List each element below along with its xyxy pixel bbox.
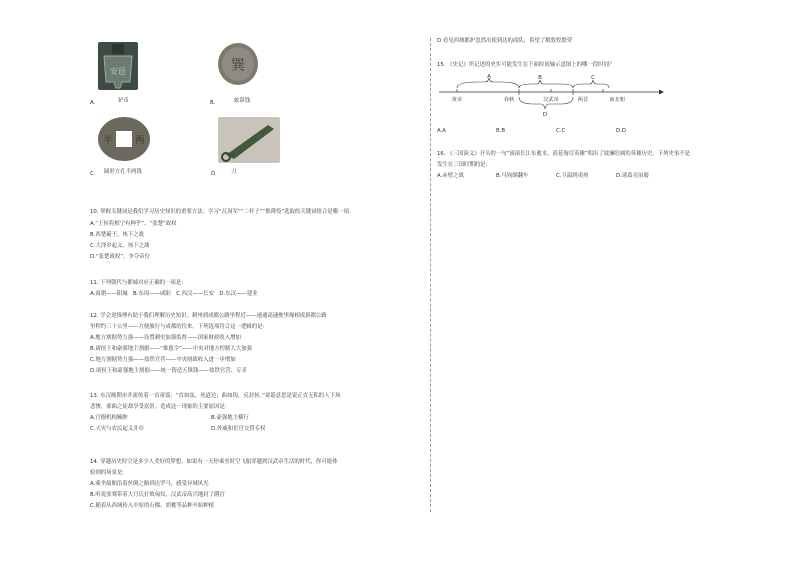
q11-stem: 11. 下列朝代与都城对应正确的一项是： <box>90 280 187 286</box>
svg-text:巽: 巽 <box>231 58 245 74</box>
q13-option-a: A.官僚机构臃肿 <box>90 415 128 421</box>
option-c-letter: C. <box>90 171 96 177</box>
option-d-letter: D. <box>211 171 217 177</box>
option-b-caption: 蚁鼻钱 <box>234 98 251 104</box>
option-a-caption: 铲币 <box>118 98 129 104</box>
spade-coin-image <box>98 42 138 90</box>
column-divider <box>430 38 431 512</box>
timeline-point-nanbeichao: 南北朝 <box>609 97 625 103</box>
q14-stem-line2: 验到的场景是： <box>90 470 128 476</box>
option-b-letter: B. <box>210 100 216 106</box>
timeline-segment-d: D <box>542 112 548 118</box>
q10-option-b: B.西楚霸王、垓下之战 <box>90 232 144 238</box>
q16-option-a: A.赤壁之战 <box>437 173 464 179</box>
q10-option-c: C.大泽乡起义、垓下之战 <box>90 243 150 249</box>
q15-option-b: B.B <box>496 128 506 134</box>
timeline-point-liangjin: 两晋 <box>577 97 589 103</box>
q15-option-d: D.D <box>616 128 627 134</box>
q14-option-b: B.听说张骞带着大月氏打败匈奴，汉武帝高兴地封了爵官 <box>90 492 225 498</box>
q15-option-c: C.C <box>556 128 566 134</box>
timeline-point-hanwudi: 汉武帝 <box>543 97 559 103</box>
q15-stem: 15. 《史记》所记述的史实可能发生在下面时间轴示意图上的哪一段时间？ <box>437 62 615 68</box>
knife-coin-image <box>218 117 280 163</box>
timeline-point-chunqiu: 春秋 <box>503 97 515 103</box>
q10-stem: 10. 掌握关键词是我们学习历史知识的重要方法。学习“瓦岗军”“二杆子”“推薄役”选取的关键词组合是哪一项： <box>90 209 355 215</box>
q15-timeline <box>437 72 667 124</box>
q12-option-a: A.地方割据势力强——设置刺史加强监督——国家财政收入增加 <box>90 335 241 341</box>
option-a-letter: A. <box>90 100 96 106</box>
option-c-caption: 圆形方孔半两钱 <box>104 169 142 175</box>
q13-option-c: C.天灾与农民起义并存 <box>90 426 144 432</box>
q13-stem-line2: 悲惨，邪曲之徒却享受富贵。造成这一现象的主要原因是： <box>90 404 231 410</box>
q14-stem: 14. 穿越历史时空是多少人美好的梦想。如果有一天你乘坐时空飞船穿越到汉武帝生活的时代，你可能体 <box>90 459 338 465</box>
q14-option-c: C.随着从西域传入中原的石榴、胡桃等品种开始种植 <box>90 503 215 509</box>
q14-option-d: D.看见西域都护忽然出使到达的商队，希望了解敦煌繁荣 <box>437 38 573 44</box>
q10-option-d: D.“张楚政权”、争夺帝位 <box>90 254 150 260</box>
svg-text:半: 半 <box>103 136 113 146</box>
q14-option-a: A.乘坐船舶沿着丝绸之路到达罗马，感受异域风光 <box>90 481 209 487</box>
q16-option-d: D.诸葛亮治蜀 <box>616 173 649 179</box>
q12-option-d: D.诸侯王和豪强地主割据——统一铸造五铢钱——盐铁官营、专卖 <box>90 368 247 374</box>
svg-text:安邑: 安邑 <box>110 67 126 76</box>
timeline-segment-c: C <box>591 75 595 81</box>
option-d-caption: 刀 <box>231 169 237 175</box>
q13-option-b: B.豪强地主横行 <box>211 415 249 421</box>
q12-stem-line2: 里程约三十公里——方便旅行与成都的往来。下列选项符合这一逻辑的是： <box>90 324 268 330</box>
q16-option-b: B.马钧制翻车 <box>496 173 529 179</box>
timeline-segment-a: A <box>487 74 491 80</box>
timeline-segment-b: B <box>538 75 542 81</box>
q15-option-a: A.A <box>437 128 446 134</box>
q13-option-d: D.外戚和宦官交替专权 <box>211 426 266 432</box>
q10-option-a: A.“王侯将相宁有种乎”、“张楚”政权 <box>90 221 177 227</box>
q12-option-b: B.诸侯王和豪强地主割据——“推恩令”——中央对地方控制大大加强 <box>90 346 252 352</box>
svg-text:两: 两 <box>135 136 145 146</box>
round-coin-image <box>96 116 152 162</box>
q16-stem-line2: 发生在三国时期的是： <box>437 162 491 168</box>
q11-options: A.商朝——阳城 B.东周——咸阳 C.西汉——长安 D.东汉——建业 <box>90 291 258 297</box>
q13-stem: 13. 东汉晚期市井流传着一首童谣：“直如弦，死道边；曲如钩，反封侯。”童谣意思是说正直无私的人下场 <box>90 393 341 399</box>
q16-stem: 16. 《三国演义》开头的一句“滚滚长江东逝水，浪花淘尽英雄”唱出了波澜壮阔的英雄历史。下列史事不是 <box>437 151 691 157</box>
q12-stem: 12. 学会逆推理有助于我们理解历史知识。刺州到成都公路里程近——速通高速驶里缘相成新都公路 <box>90 313 327 319</box>
q12-option-c: C.地方割据势力强——盐铁官营——中央财政收入进一步增加 <box>90 357 236 363</box>
q16-option-c: C.卫温到夷州 <box>556 173 589 179</box>
ant-nose-coin-image <box>216 42 260 86</box>
timeline-point-huangdi: 黄帝 <box>451 97 463 103</box>
